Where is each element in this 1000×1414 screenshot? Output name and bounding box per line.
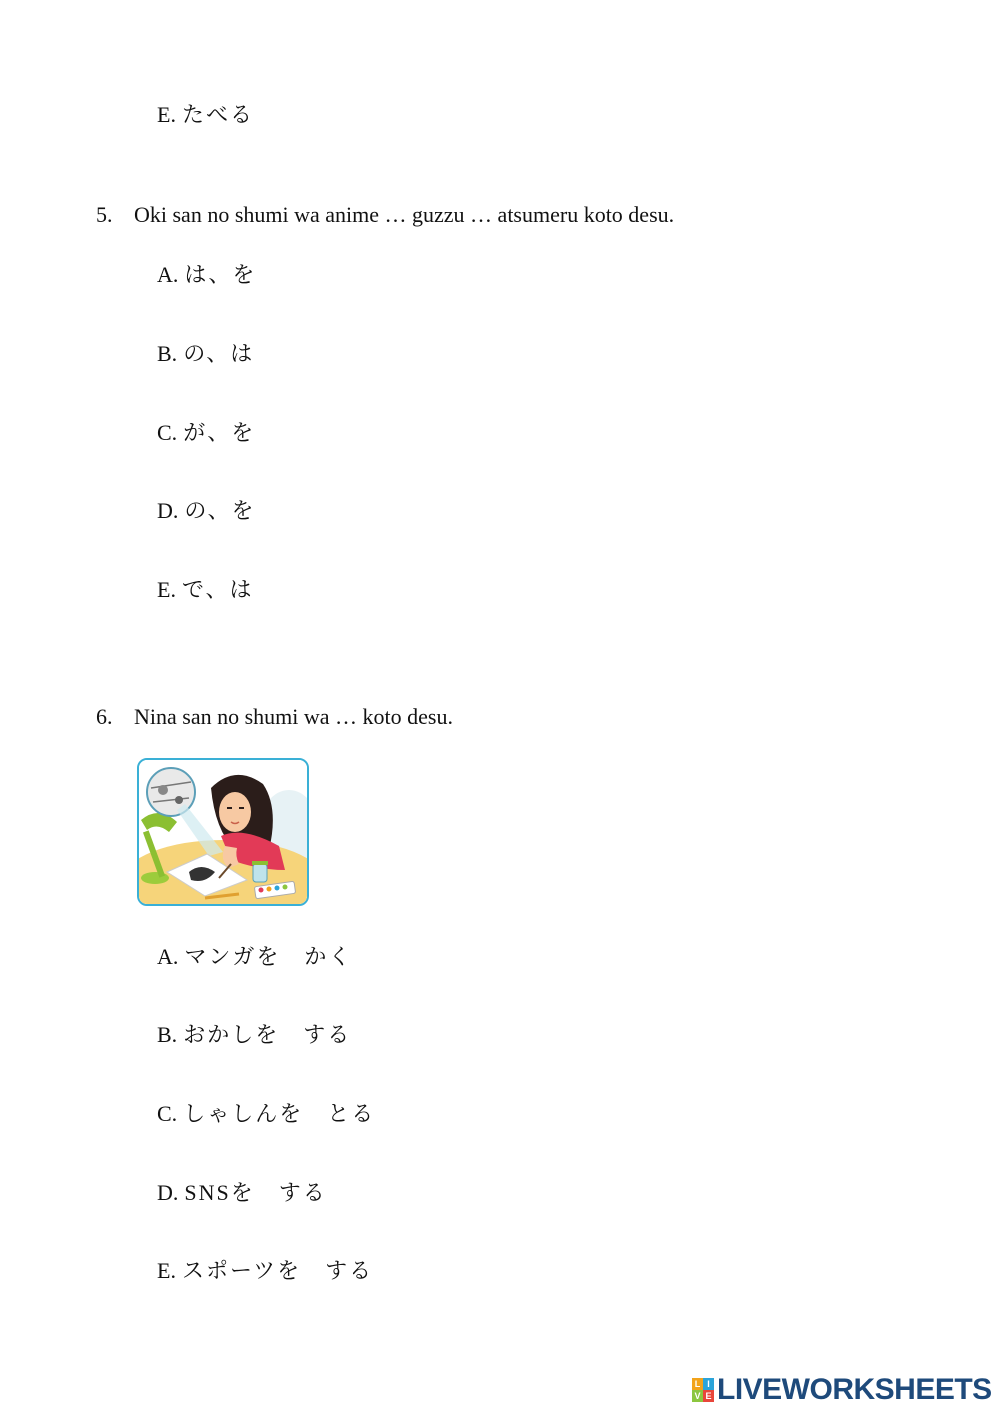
question-5 bbox=[0, 201, 1000, 229]
option-text: スポーツを する bbox=[181, 1258, 374, 1283]
girl-drawing-manga-image bbox=[137, 758, 309, 906]
question-text: Oki san no shumi wa anime … guzzu … atsumeru koto desu. bbox=[134, 202, 675, 227]
q5-option-e[interactable] bbox=[157, 576, 254, 604]
q6-option-d[interactable] bbox=[157, 1179, 327, 1207]
option-text: SNSを する bbox=[184, 1180, 327, 1205]
logo-mark-letter: E bbox=[703, 1390, 714, 1402]
girl-drawing-manga-icon bbox=[139, 760, 307, 904]
q5-option-d[interactable] bbox=[157, 497, 256, 525]
q5-option-a[interactable] bbox=[157, 261, 256, 289]
option-text: たべる bbox=[181, 102, 254, 127]
q5-option-c[interactable] bbox=[157, 419, 255, 447]
option-text: しゃしんを とる bbox=[183, 1101, 376, 1126]
option-text: で、は bbox=[181, 577, 254, 602]
option-text: おかしを する bbox=[183, 1022, 352, 1047]
option-letter: E. bbox=[157, 577, 176, 602]
q6-option-c[interactable] bbox=[157, 1100, 375, 1128]
option-text: は、を bbox=[184, 262, 257, 287]
option-text: の、を bbox=[184, 498, 256, 523]
option-letter: D. bbox=[157, 1180, 179, 1205]
liveworksheets-logo[interactable] bbox=[692, 1374, 992, 1406]
logo-text: LIVEWORKSHEETS bbox=[717, 1373, 992, 1406]
prev-option-e[interactable] bbox=[157, 101, 254, 129]
logo-mark-letter: V bbox=[692, 1390, 703, 1402]
q6-option-b[interactable] bbox=[157, 1021, 351, 1049]
option-letter: A. bbox=[157, 944, 179, 969]
option-letter: E. bbox=[157, 1258, 176, 1283]
question-number: 5. bbox=[96, 202, 113, 227]
q6-option-a[interactable] bbox=[157, 943, 352, 971]
logo-mark-letter: I bbox=[703, 1378, 714, 1390]
question-text: Nina san no shumi wa … koto desu. bbox=[134, 704, 453, 729]
option-letter: C. bbox=[157, 1101, 178, 1126]
option-text: が、を bbox=[183, 420, 256, 445]
option-letter: B. bbox=[157, 1022, 178, 1047]
q6-option-e[interactable] bbox=[157, 1257, 373, 1285]
option-letter: B. bbox=[157, 341, 178, 366]
option-text: の、は bbox=[183, 341, 255, 366]
option-letter: A. bbox=[157, 262, 179, 287]
option-letter: C. bbox=[157, 420, 178, 445]
question-6 bbox=[0, 703, 1000, 731]
option-letter: D. bbox=[157, 498, 179, 523]
question-number: 6. bbox=[96, 704, 113, 729]
q5-option-b[interactable] bbox=[157, 340, 254, 368]
logo-mark-letter: L bbox=[692, 1378, 703, 1390]
liveworksheets-mark-icon bbox=[692, 1378, 714, 1402]
option-text: マンガを かく bbox=[184, 944, 353, 969]
option-letter: E. bbox=[157, 102, 176, 127]
